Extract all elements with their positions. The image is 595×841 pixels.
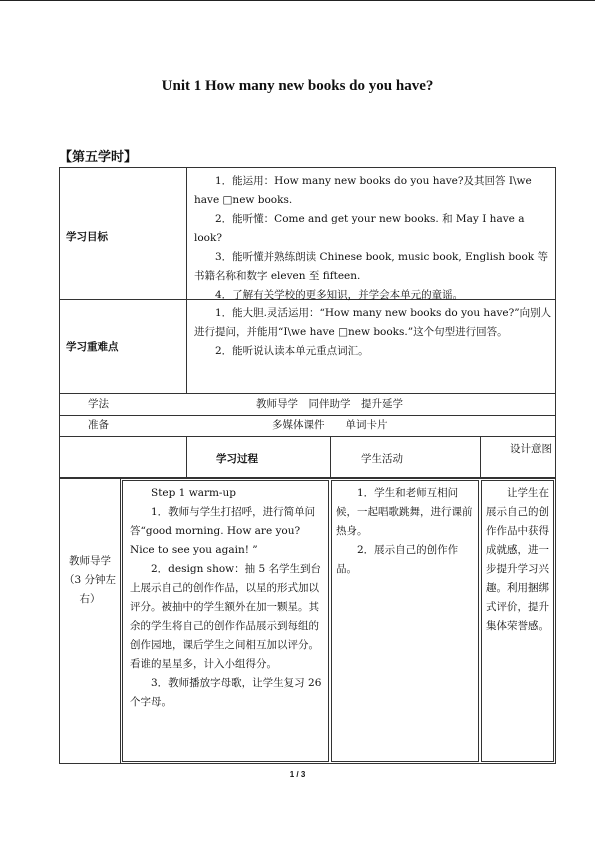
goal-item: 1．能运用：How many new books do you have?及其回答 I\we have □new books.	[194, 175, 532, 206]
intent-content	[486, 484, 550, 636]
page-title: Unit 1 How many new books do you have?	[161, 78, 434, 94]
page-number: 1 / 3	[289, 770, 306, 779]
header-activity: 学生活动	[361, 453, 403, 465]
activity-item: 2．展示自己的创作作品。	[336, 544, 459, 575]
page-top-rule	[0, 0, 595, 1]
goals-label: 学习目标	[66, 231, 108, 243]
section-heading: 【第五学时】	[59, 150, 138, 165]
process-step: 1．教师与学生打招呼，进行简单问答“good morning. How are you? Nice to see you again! ”	[130, 506, 316, 556]
key-points-label: 学习重难点	[66, 341, 119, 353]
goal-item: 4．了解有关学校的更多知识，并学会本单元的童谣。	[215, 289, 464, 301]
key-point-item: 1．能大胆.灵活运用：“How many new books do you have?”向别人进行提问，并能用“I\we have □new books.”这个句型进行回答。	[194, 307, 552, 338]
activity-content	[336, 484, 474, 579]
key-points-content	[194, 304, 552, 361]
stage-label: 教师导学（3 分钟左右）	[63, 555, 117, 605]
process-step: 2．design show：抽 5 名学生到台上展示自己的创作作品，以星的形式加以评分。被抽中的学生额外在加一颗星。其余的学生将自己的创作作品展示到每组的创作园地，课后学生之间相互加以评分。看谁的星星多，计入小组得分。	[130, 563, 321, 670]
goals-content	[194, 172, 552, 305]
activity-item: 1．学生和老师互相问候，一起唱歌跳舞，进行课前热身。	[336, 487, 473, 537]
prep-value: 多媒体课件 单词卡片	[272, 419, 388, 431]
method-label: 学法	[88, 398, 109, 410]
key-point-item: 2．能听说认读本单元重点词汇。	[215, 345, 369, 357]
header-intent: 设计意图	[510, 443, 552, 455]
process-step: 3．教师播放字母歌，让学生复习 26 个字母。	[130, 677, 322, 708]
process-content	[130, 484, 324, 712]
intent-text: 让学生在展示自己的创作作品中获得成就感，进一步提升学习兴趣。利用捆绑式评价，提升集体荣誉感。	[486, 487, 549, 632]
goal-item: 2．能听懂：Come and get your new books. 和 May I have a look?	[194, 213, 525, 244]
process-step: Step 1 warm-up	[151, 487, 236, 499]
goal-item: 3．能听懂并熟练朗读 Chinese book, music book, English book 等书籍名称和数字 eleven 至 fifteen.	[194, 251, 548, 282]
method-value: 教师导学 同伴助学 提升延学	[256, 398, 403, 410]
prep-label: 准备	[88, 419, 109, 431]
header-process: 学习过程	[216, 453, 258, 465]
